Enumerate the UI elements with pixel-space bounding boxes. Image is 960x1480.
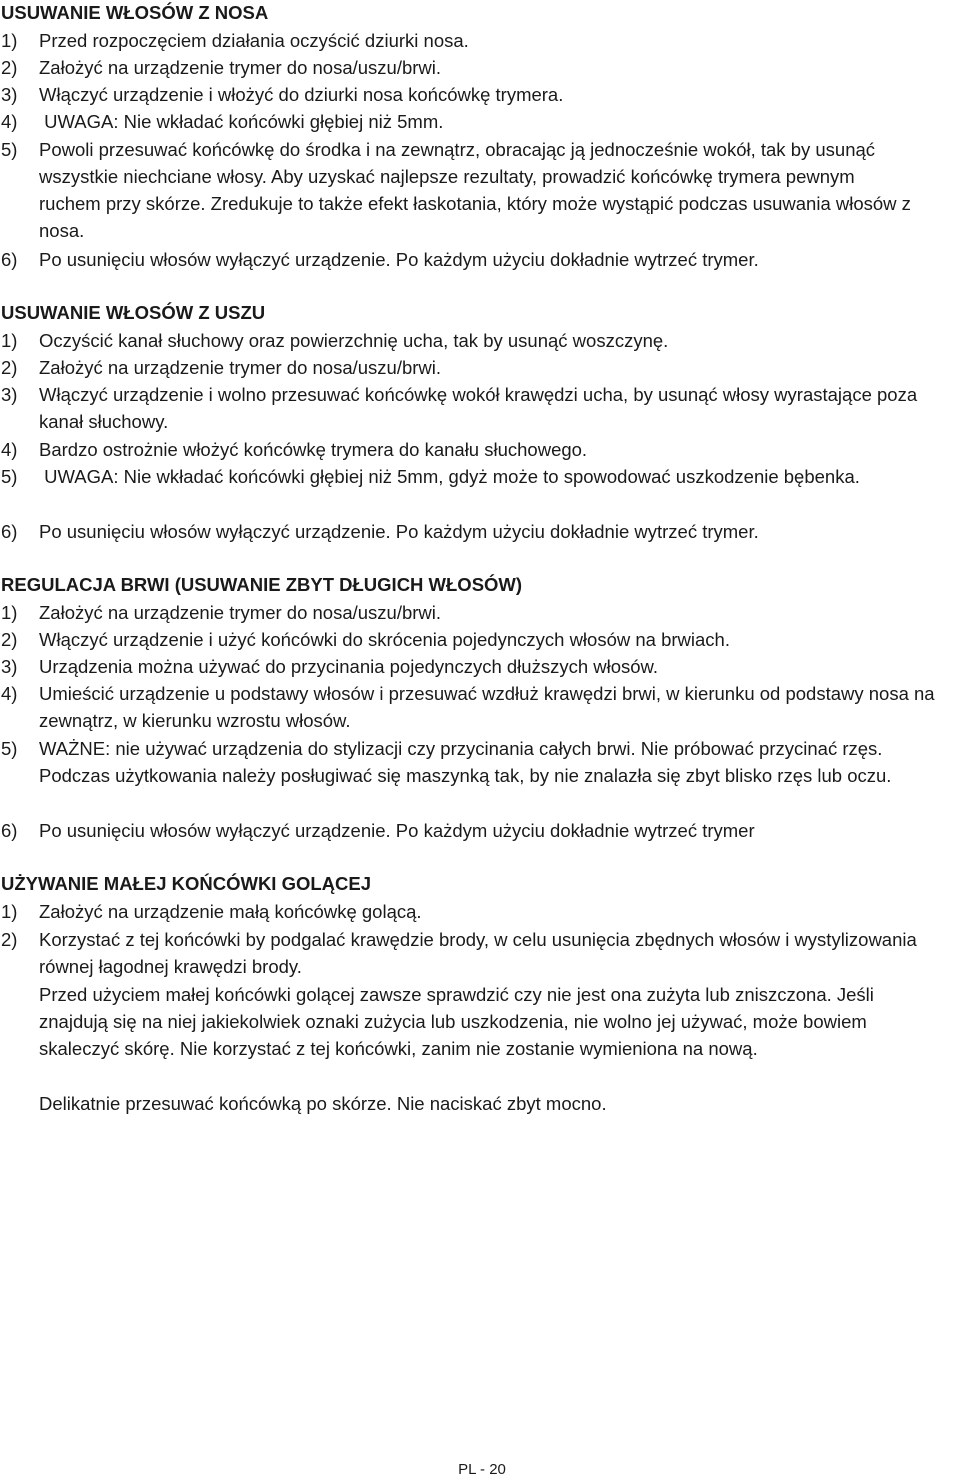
item-number: 2) [1,929,18,950]
item-number: 6) [1,521,18,542]
list-item [1,463,960,490]
paragraph-text: Delikatnie przesuwać końcówką po skórze. Nie naciskać zbyt mocno. [39,1093,607,1114]
item-number: 1) [1,330,18,351]
list-item [1,27,960,54]
item-text: Założyć na urządzenie trymer do nosa/uszu/brwi. [39,357,442,378]
item-text: Przed rozpoczęciem działania oczyścić dziurki nosa. [39,30,469,51]
item-text: Oczyścić kanał słuchowy oraz powierzchnię ucha, tak by usunąć woszczynę. [39,330,669,351]
section-title-nose: USUWANIE WŁOSÓW Z NOSA [1,2,269,23]
item-text: Powoli przesuwać końcówkę do środka i na zewnątrz, obracając ją jednocześnie wokół, tak by usunąć wszystkie niechciane włosy. Aby uzyskać najlepsze rezultaty, prowadzić końcówkę trymera pewnym ruchem przy skórze. Zredukuje to także efekt łaskotania, który może wystąpić podczas usuwania włosów z nosa. [39,139,911,241]
item-number: 5) [1,466,18,487]
list-item [1,436,960,463]
list-item [1,680,960,734]
list-item [1,518,960,545]
item-text: Umieścić urządzenie u podstawy włosów i przesuwać wzdłuż krawędzi brwi, w kierunku od podstawy nosa na zewnątrz, w kierunku wzrostu włosów. [39,683,935,731]
section-title-ears: USUWANIE WŁOSÓW Z USZU [1,302,266,323]
item-text: WAŻNE: nie używać urządzenia do stylizacji czy przycinania całych brwi. Nie próbować przycinać rzęs. Podczas użytkowania należy posługiwać się maszynką tak, by nie znalazła się zbyt blisko rzęs lub oczu. [39,738,892,786]
item-number: 3) [1,656,18,677]
item-number: 6) [1,249,18,270]
list-item [1,108,960,135]
list-item [1,81,960,108]
list-item [1,735,960,789]
list-item [1,354,960,381]
item-number: 4) [1,111,18,132]
item-text: Włączyć urządzenie i włożyć do dziurki nosa końcówkę trymera. [39,84,564,105]
item-number: 4) [1,439,18,460]
page-number: PL - 20 [458,1461,506,1478]
item-text: Korzystać z tej końcówki by podgalać krawędzie brody, w celu usunięcia zbędnych włosów i wystylizowania równej łagodnej krawędzi brody. [39,929,917,977]
item-text: UWAGA: Nie wkładać końcówki głębiej niż 5mm. [39,111,444,132]
item-number: 2) [1,57,18,78]
item-text: Po usunięciu włosów wyłączyć urządzenie. Po każdym użyciu dokładnie wytrzeć trymer. [39,249,759,270]
item-number: 1) [1,901,18,922]
item-text: Po usunięciu włosów wyłączyć urządzenie. Po każdym użyciu dokładnie wytrzeć trymer. [39,521,759,542]
item-text: Założyć na urządzenie trymer do nosa/uszu/brwi. [39,57,442,78]
item-number: 1) [1,30,18,51]
section-title-shaver: UŻYWANIE MAŁEJ KOŃCÓWKI GOLĄCEJ [1,873,372,894]
list-item [1,54,960,81]
item-number: 6) [1,820,18,841]
item-number: 3) [1,384,18,405]
item-text: Po usunięciu włosów wyłączyć urządzenie. Po każdym użyciu dokładnie wytrzeć trymer [39,820,755,841]
list-item [1,599,960,626]
list-item [1,381,960,435]
item-text: Założyć na urządzenie małą końcówkę golącą. [39,901,422,922]
item-number: 1) [1,602,18,623]
list-item [1,246,960,273]
list-item [1,327,960,354]
item-text: Urządzenia można używać do przycinania pojedynczych dłuższych włosów. [39,656,659,677]
list-item [1,817,960,844]
page-footer [0,1460,960,1480]
item-number: 4) [1,683,18,704]
paragraph [1,981,960,1062]
list-item [1,926,960,980]
item-number: 2) [1,357,18,378]
item-text: Włączyć urządzenie i wolno przesuwać końcówkę wokół krawędzi ucha, by usunąć włosy wyrastające poza kanał słuchowy. [39,384,918,432]
item-text: Włączyć urządzenie i użyć końcówki do skrócenia pojedynczych włosów na brwiach. [39,629,730,650]
section-title-eyebrows: REGULACJA BRWI (USUWANIE ZBYT DŁUGICH WŁOSÓW) [1,574,523,595]
list-item [1,898,960,925]
item-number: 2) [1,629,18,650]
list-item [1,653,960,680]
list-item [1,136,960,244]
list-item [1,626,960,653]
paragraph-text: Przed użyciem małej końcówki golącej zawsze sprawdzić czy nie jest ona zużyta lub zniszczona. Jeśli znajdują się na niej jakiekolwiek oznaki zużycia lub uszkodzenia, nie wolno jej używać, może bowiem skaleczyć skórę. Nie korzystać z tej końcówki, zanim nie zostanie wymieniona na nową. [39,984,874,1059]
item-text: UWAGA: Nie wkładać końcówki głębiej niż 5mm, gdyż może to spowodować uszkodzenie bębenka. [39,466,860,487]
item-number: 5) [1,139,18,160]
item-number: 3) [1,84,18,105]
paragraph [1,1090,960,1117]
item-text: Bardzo ostrożnie włożyć końcówkę trymera do kanału słuchowego. [39,439,588,460]
item-number: 5) [1,738,18,759]
item-text: Założyć na urządzenie trymer do nosa/uszu/brwi. [39,602,442,623]
